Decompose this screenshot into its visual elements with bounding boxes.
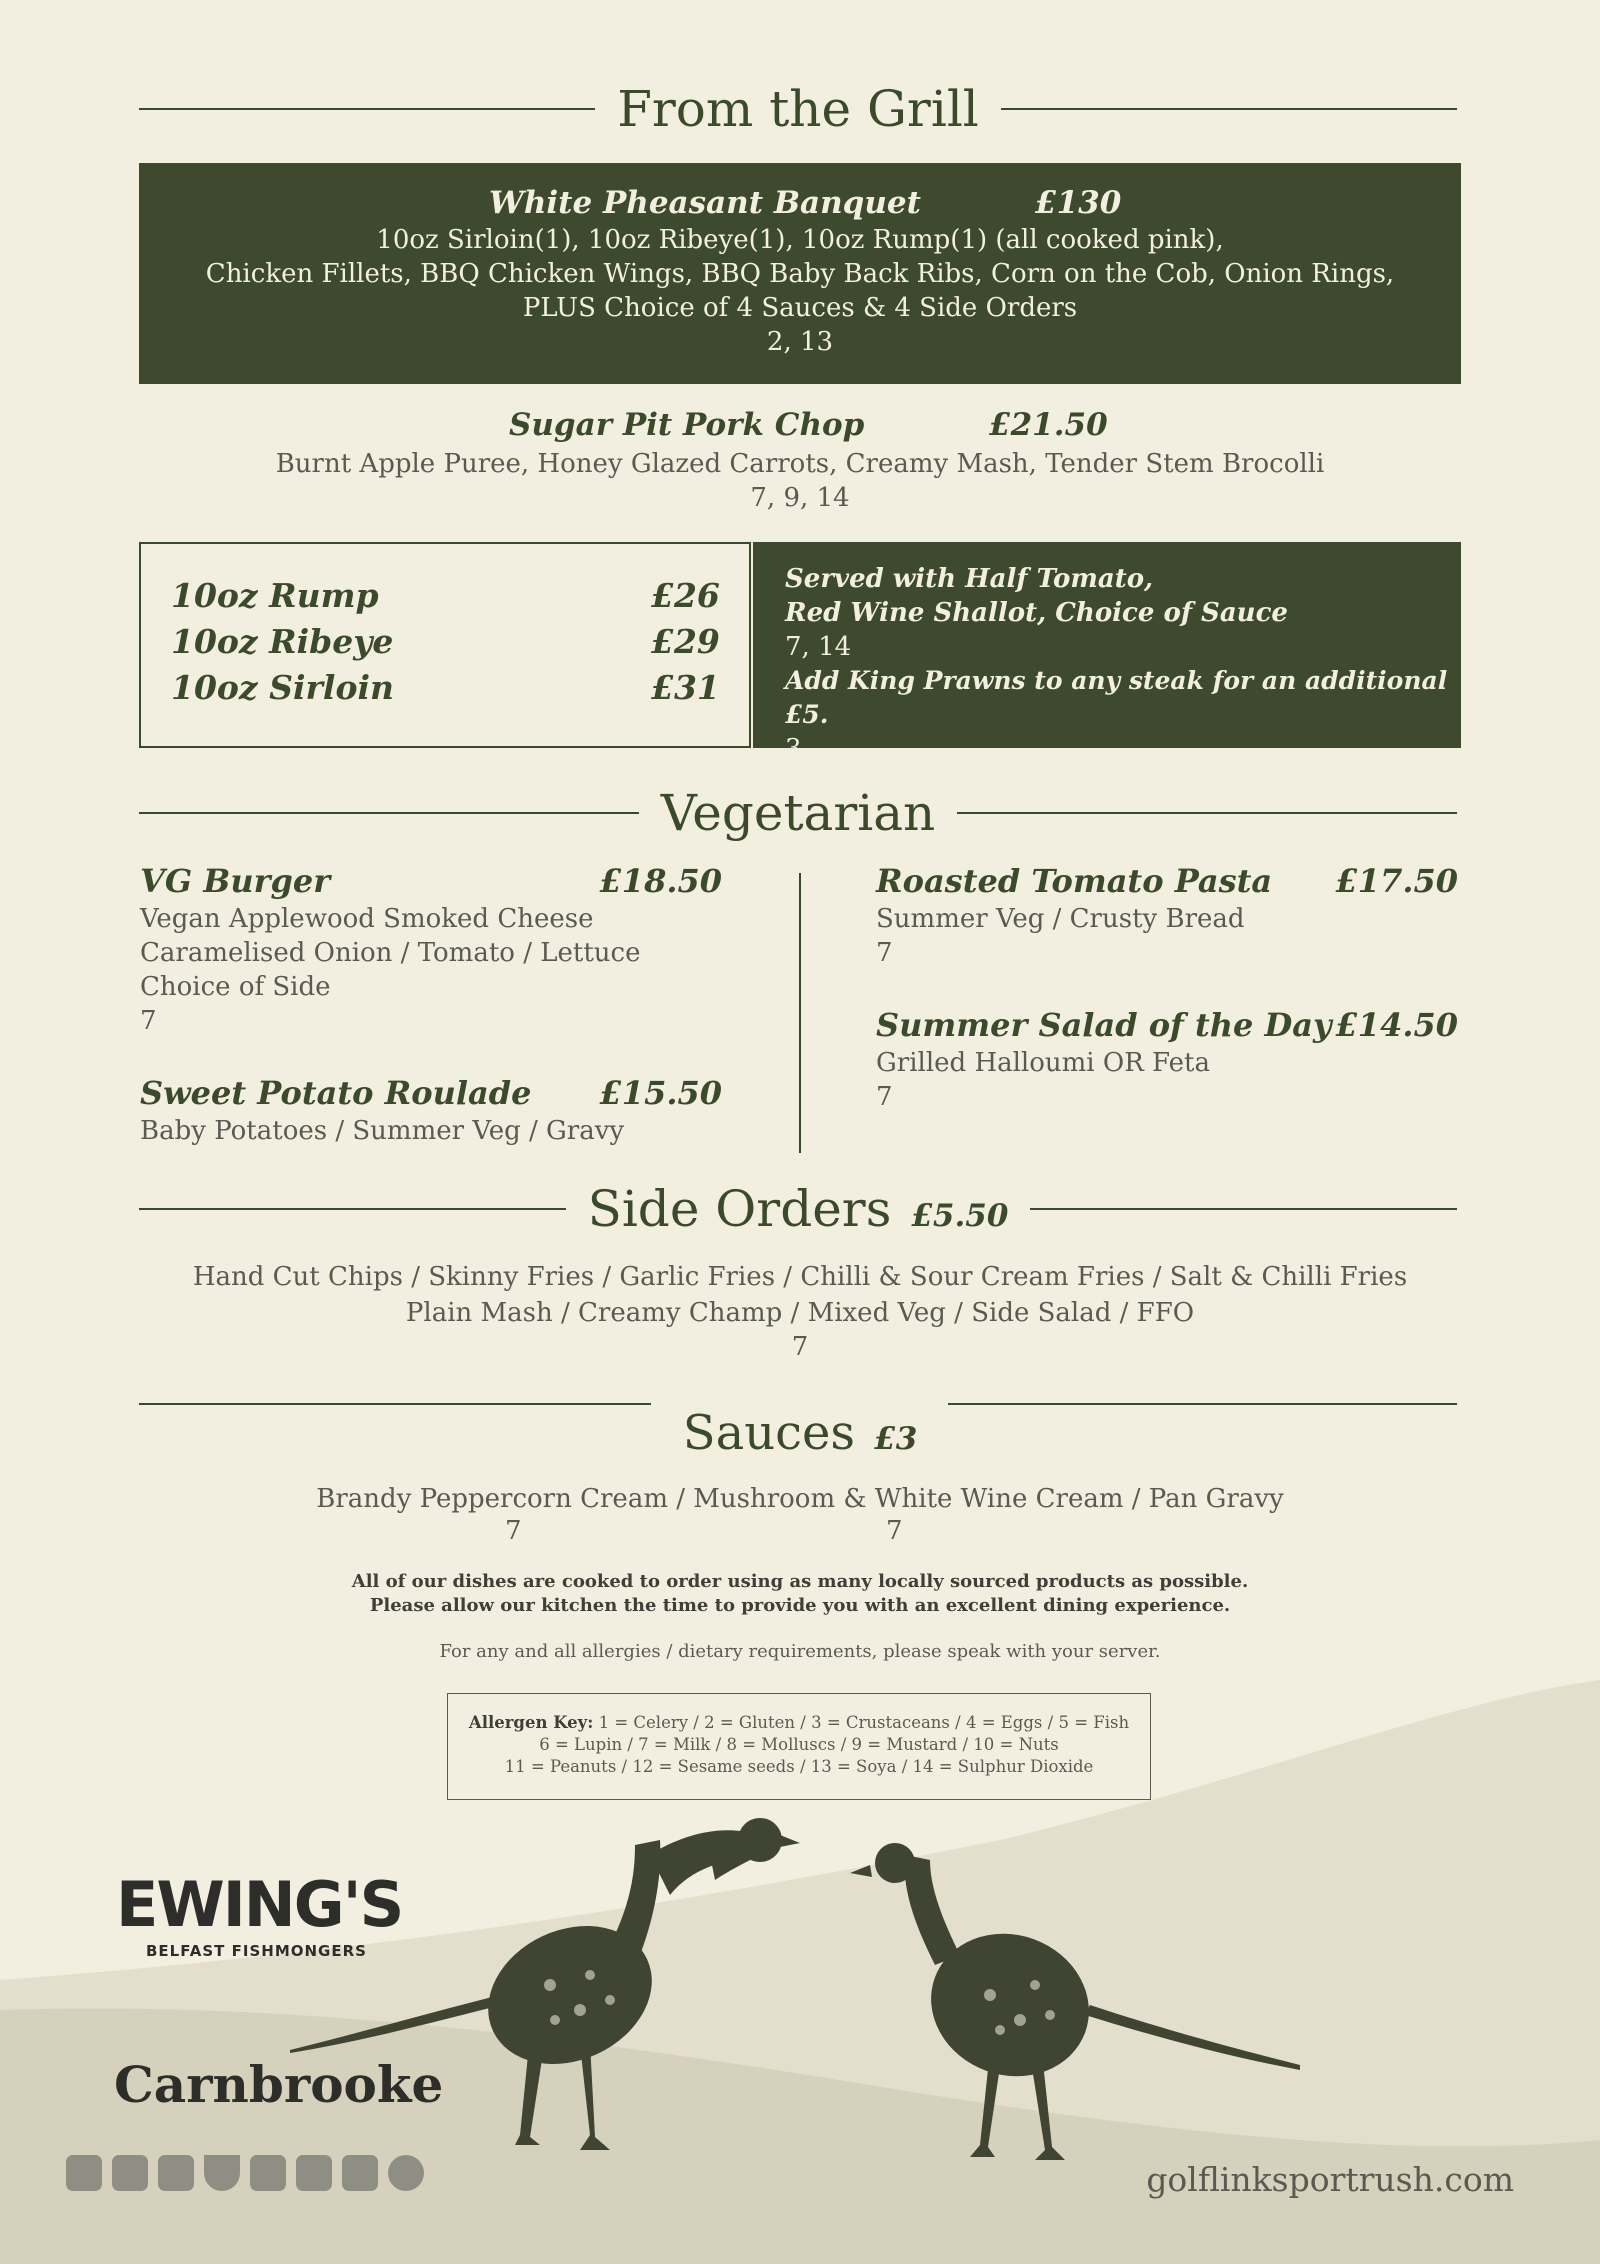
sides-list <box>139 1258 1461 1362</box>
veg-dish <box>140 862 722 1038</box>
pig-icon <box>158 2155 194 2191</box>
kitchen-note-line1: All of our dishes are cooked to order using as many locally sourced products as possible. <box>351 1571 1249 1592</box>
steak-price: £31 <box>651 668 720 707</box>
allergen-key-box <box>447 1693 1151 1800</box>
veg-dish-price: £15.50 <box>599 1074 722 1112</box>
sides-title-group <box>566 1180 1031 1238</box>
veg-dish-price: £14.50 <box>1335 1006 1458 1044</box>
veg-dish <box>876 862 1458 970</box>
veg-dish-allergens: 7 <box>876 938 893 968</box>
veg-dish-name: Summer Salad of the Day <box>876 1006 1332 1044</box>
steak-info-box <box>753 542 1461 764</box>
sauces-price: £3 <box>874 1421 918 1457</box>
grill-title: From the Grill <box>617 80 979 138</box>
veg-dish-desc: Caramelised Onion / Tomato / Lettuce <box>140 938 641 968</box>
veg-dish-name: Roasted Tomato Pasta <box>876 862 1273 900</box>
sides-heading <box>139 1180 1457 1238</box>
sauces-allergen-b: 7 <box>886 1516 903 1546</box>
banquet-allergens: 2, 13 <box>766 327 834 357</box>
pork-desc: Burnt Apple Puree, Honey Glazed Carrots, Creamy Mash, Tender Stem Brocolli <box>275 449 1325 479</box>
veg-dish <box>140 1074 722 1148</box>
veg-dish-desc: Summer Veg / Crusty Bread <box>876 904 1245 934</box>
vegetarian-divider <box>799 873 801 1153</box>
steak-list-box <box>139 542 751 748</box>
banquet-line1: 10oz Sirloin(1), 10oz Ribeye(1), 10oz Rump(1) (all cooked pink), <box>376 225 1224 255</box>
chicken-icon <box>204 2155 240 2191</box>
veg-dish-price: £17.50 <box>1335 862 1458 900</box>
sheep-icon <box>250 2155 286 2191</box>
tractor-icon <box>66 2155 102 2191</box>
steak-row <box>141 622 749 668</box>
cow-icon <box>112 2155 148 2191</box>
sides-allergens: 7 <box>791 1332 809 1362</box>
vegetarian-heading <box>139 784 1457 842</box>
sides-title: Side Orders <box>587 1180 892 1238</box>
ewings-logo: EWING'S <box>116 1868 403 1941</box>
veg-dish-allergens: 7 <box>876 1082 893 1112</box>
kitchen-note <box>139 1570 1461 1618</box>
banquet-line2: Chicken Fillets, BBQ Chicken Wings, BBQ Baby Back Ribs, Corn on the Cob, Onion Rings, <box>205 259 1395 289</box>
steak-info-allergens2: 3 <box>785 734 802 764</box>
veg-dish-allergens: 7 <box>140 1006 157 1036</box>
allergy-note: For any and all allergies / dietary requirements, please speak with your server. <box>439 1641 1161 1662</box>
sauces-allergen-a: 7 <box>505 1516 522 1546</box>
sides-line1: Hand Cut Chips / Skinny Fries / Garlic Fries / Chilli & Sour Cream Fries / Salt & Chilli Fries <box>192 1262 1408 1292</box>
veg-dish-header <box>140 1074 722 1114</box>
steak-row <box>141 576 749 622</box>
veg-dish-desc: Choice of Side <box>140 972 331 1002</box>
sauces-heading <box>139 1405 1461 1461</box>
deer-icon <box>296 2155 332 2191</box>
bird-icon <box>342 2155 378 2191</box>
grill-heading <box>139 80 1457 138</box>
banquet-price: £130 <box>1035 185 1122 221</box>
allergen-key-label: Allergen Key: <box>468 1713 594 1732</box>
steak-price: £29 <box>651 622 720 661</box>
sides-price: £5.50 <box>911 1198 1009 1234</box>
banquet-line3: PLUS Choice of 4 Sauces & 4 Side Orders <box>522 293 1078 323</box>
steak-price: £26 <box>651 576 720 615</box>
veg-dish-desc: Grilled Halloumi OR Feta <box>876 1048 1210 1078</box>
steak-info-line3: Add King Prawns to any steak for an additional £5. <box>785 666 1448 729</box>
veg-dish-desc: Vegan Applewood Smoked Cheese <box>140 904 594 934</box>
allergen-key-line3: 11 = Peanuts / 12 = Sesame seeds / 13 = Soya / 14 = Sulphur Dioxide <box>504 1757 1094 1776</box>
producer-icons <box>66 2155 434 2191</box>
allergen-key-line2: 6 = Lupin / 7 = Milk / 8 = Molluscs / 9 = Mustard / 10 = Nuts <box>539 1735 1059 1754</box>
website: golflinksportrush.com <box>1146 2160 1514 2199</box>
steak-info-line1: Served with Half Tomato, <box>785 564 1154 594</box>
ewings-subtitle: BELFAST FISHMONGERS <box>146 1942 367 1960</box>
veg-dish-name: Sweet Potato Roulade <box>140 1074 532 1112</box>
steak-row <box>141 668 749 714</box>
steak-name: 10oz Sirloin <box>171 668 394 707</box>
pork-name: Sugar Pit Pork Chop <box>509 407 865 443</box>
vegetarian-title: Vegetarian <box>660 784 936 842</box>
carnbrooke-logo: Carnbrooke <box>114 2055 444 2114</box>
sauces-title: Sauces <box>682 1405 856 1461</box>
steak-info-line2: Red Wine Shallot, Choice of Sauce <box>785 598 1288 628</box>
banquet-box <box>139 163 1461 384</box>
veg-dish-header <box>876 1006 1458 1046</box>
veg-dish-header <box>876 862 1458 902</box>
veg-dish-name: VG Burger <box>140 862 331 900</box>
vegetarian-left-column <box>140 862 722 1184</box>
kitchen-note-line2: Please allow our kitchen the time to provide you with an excellent dining experience. <box>369 1595 1231 1616</box>
veg-dish-desc: Baby Potatoes / Summer Veg / Gravy <box>140 1116 625 1146</box>
sides-line2: Plain Mash / Creamy Champ / Mixed Veg / Side Salad / FFO <box>405 1298 1195 1328</box>
allergen-key-line1: 1 = Celery / 2 = Gluten / 3 = Crustaceans / 4 = Eggs / 5 = Fish <box>598 1713 1130 1732</box>
cutlery-icon <box>388 2155 424 2191</box>
pork-price: £21.50 <box>989 407 1108 443</box>
steak-name: 10oz Ribeye <box>171 622 394 661</box>
vegetarian-right-column <box>876 862 1458 1150</box>
sauces-list: Brandy Peppercorn Cream / Mushroom & White Wine Cream / Pan Gravy <box>316 1484 1284 1514</box>
steak-info-allergens1: 7, 14 <box>785 632 852 662</box>
veg-dish <box>876 1006 1458 1114</box>
pheasant-illustration <box>290 1815 1310 2175</box>
veg-dish-header <box>140 862 722 902</box>
steak-name: 10oz Rump <box>171 576 379 615</box>
pork-allergens: 7, 9, 14 <box>750 483 850 513</box>
pork-title-row <box>139 407 1461 447</box>
banquet-name: White Pheasant Banquet <box>489 185 921 221</box>
pork-details <box>139 447 1461 515</box>
veg-dish-price: £18.50 <box>599 862 722 900</box>
